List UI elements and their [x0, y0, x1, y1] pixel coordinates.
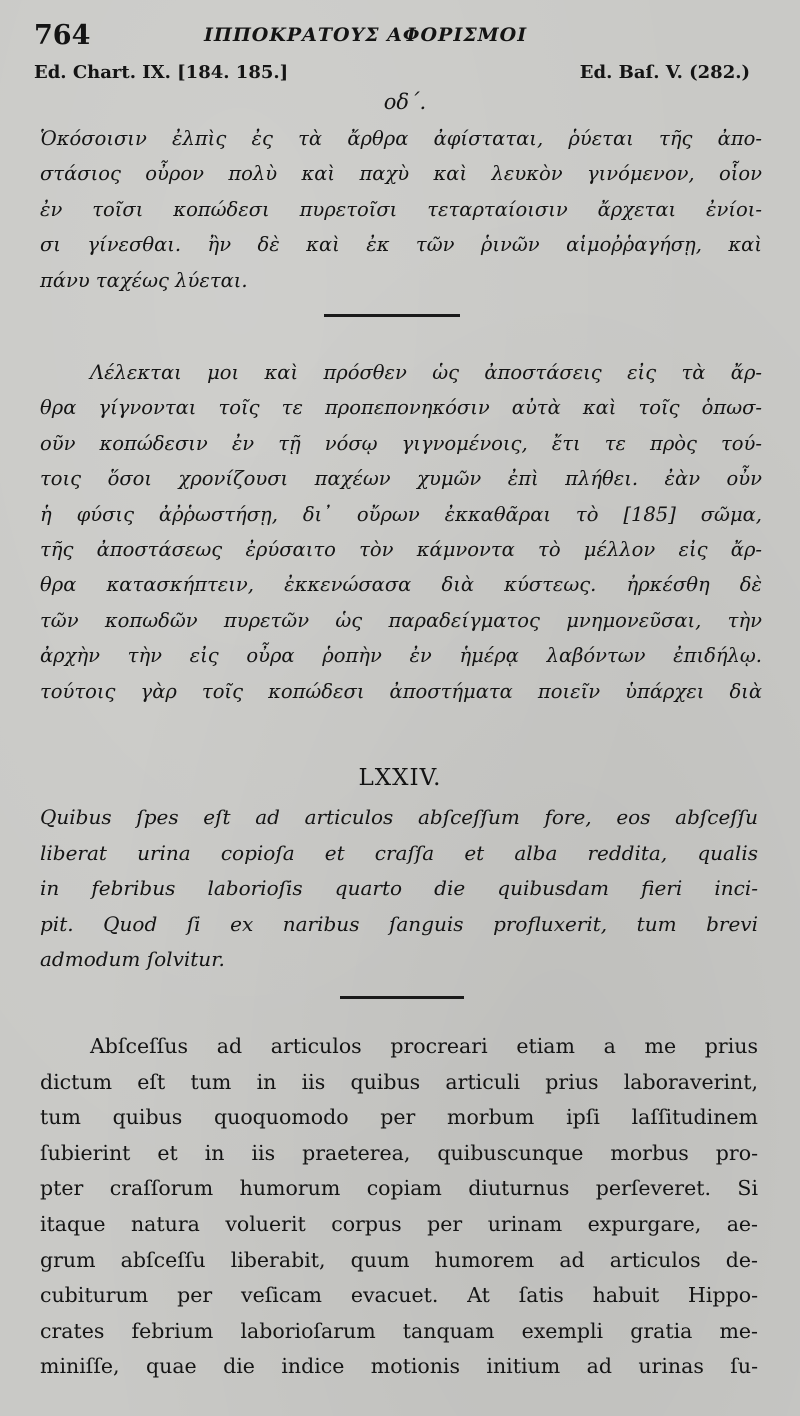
text-line: τοις ὅσοι χρονίζουσι παχέων χυμῶν ἐπὶ πλήθει. ἐὰν οὖν	[40, 467, 762, 491]
section-divider	[324, 314, 460, 317]
text-line: dictum eſt tum in iis quibus articuli prius laboraverint,	[40, 1069, 758, 1094]
text-line: crates febrium laborioſarum tanquam exempli gratia me-	[40, 1318, 758, 1343]
text-line: tum quibus quoquomodo per morbum ipſi laſſitudinem	[40, 1105, 758, 1130]
page-number: 764	[34, 20, 91, 51]
edition-reference-basel: Ed. Baſ. V. (282.)	[579, 62, 750, 83]
text-line: τῆς ἀποστάσεως ἐρύσαιτο τὸν κάμνοντα τὸ μέλλον εἰς ἄρ-	[40, 538, 762, 562]
text-line: cubiturum per veſicam evacuet. At ſatis habuit Hippo-	[40, 1283, 758, 1308]
latin-aphorism-text	[40, 800, 758, 978]
text-line: τούτοις γὰρ τοῖς κοπώδεσι ἀποστήματα ποιεῖν ὑπάρχει διὰ	[40, 679, 762, 703]
greek-commentary-text	[40, 355, 762, 709]
edition-reference-chartier: Ed. Chart. IX. [184. 185.]	[34, 62, 289, 83]
text-line: στάσιος οὖρον πολὺ καὶ παχὺ καὶ λευκὸν γινόμενον, οἷον	[40, 162, 762, 186]
text-line: οῦν κοπώδεσιν ἐν τῇ νόσῳ γιγνομένοις, ἔτι τε πρὸς τού-	[40, 431, 762, 455]
text-line: pit. Quod ſi ex naribus ſanguis profluxerit, tum brevi	[40, 911, 758, 936]
text-line: Quibus ſpes eſt ad articulos abſceſſum fore, eos abſceſſu	[40, 805, 758, 829]
section-divider	[340, 996, 464, 999]
text-line: Ὁκόσοισιν ἐλπὶς ἐς τὰ ἄρθρα ἀφίσταται, ῥύεται τῆς ἀπο-	[40, 127, 762, 150]
text-line: σι γίνεσθαι. ἢν δὲ καὶ ἐκ τῶν ῥινῶν αἱμοῤῥαγήσῃ, καὶ	[40, 233, 762, 257]
text-line: πάνυ ταχέως λύεται.	[40, 268, 248, 292]
text-line: ἐν τοῖσι κοπώδεσι πυρετοῖσι τεταρταίοισιν ἄρχεται ἐνίοι-	[40, 197, 762, 221]
text-line: miniſſe, quae die indice motionis initium ad urinas ſu-	[40, 1354, 758, 1379]
running-title: ΙΠΠΟΚΡΑΤΟΥΣ ΑΦΟΡΙΣΜΟΙ	[204, 24, 528, 46]
greek-aphorism-number: οδ΄.	[383, 90, 427, 114]
edition-references	[34, 62, 766, 88]
latin-commentary-text	[40, 1029, 758, 1385]
text-line: admodum ſolvitur.	[40, 947, 225, 971]
text-line: θρα γίγνονται τοῖς τε προπεπονηκόσιν αὐτὰ καὶ τοῖς ὁπωσ-	[40, 396, 762, 420]
text-line: Λέλεκται μοι καὶ πρόσθεν ὡς ἀποστάσεις εἰς τὰ ἄρ-	[90, 361, 762, 384]
text-line: liberat urina copioſa et craſſa et alba reddita, qualis	[40, 840, 758, 865]
page-header	[34, 18, 766, 58]
greek-aphorism-text	[40, 121, 762, 298]
text-line: pter craſſorum humorum copiam diuturnus perſeveret. Si	[40, 1176, 758, 1201]
text-line: in febribus laborioſis quarto die quibusdam fieri inci-	[40, 876, 758, 900]
latin-aphorism-number: LXXIV.	[358, 765, 442, 791]
text-line: Abſceſſus ad articulos procreari etiam a me prius	[90, 1034, 758, 1058]
text-line: ſubierint et in iis praeterea, quibuscunque morbus pro-	[40, 1140, 758, 1165]
text-line: ἀρχὴν τὴν εἰς οὖρα ῥοπὴν ἐν ἡμέρᾳ λαβόντων ἐπιδήλῳ.	[40, 644, 762, 668]
text-line: ἡ φύσις ἀῤῥωστήσῃ, δι᾿ οὔρων ἐκκαθᾶραι τὸ [185] σῶμα,	[40, 502, 762, 526]
text-line: itaque natura voluerit corpus per urinam expurgare, ae-	[40, 1211, 758, 1236]
text-line: τῶν κοπωδῶν πυρετῶν ὡς παραδείγματος μνημονεῦσαι, τὴν	[40, 608, 762, 632]
text-line: θρα κατασκήπτειν, ἐκκενώσασα διὰ κύστεως. ἠρκέσθη δὲ	[40, 573, 762, 597]
text-line: grum abſceſſu liberabit, quum humorem ad articulos de-	[40, 1247, 758, 1272]
